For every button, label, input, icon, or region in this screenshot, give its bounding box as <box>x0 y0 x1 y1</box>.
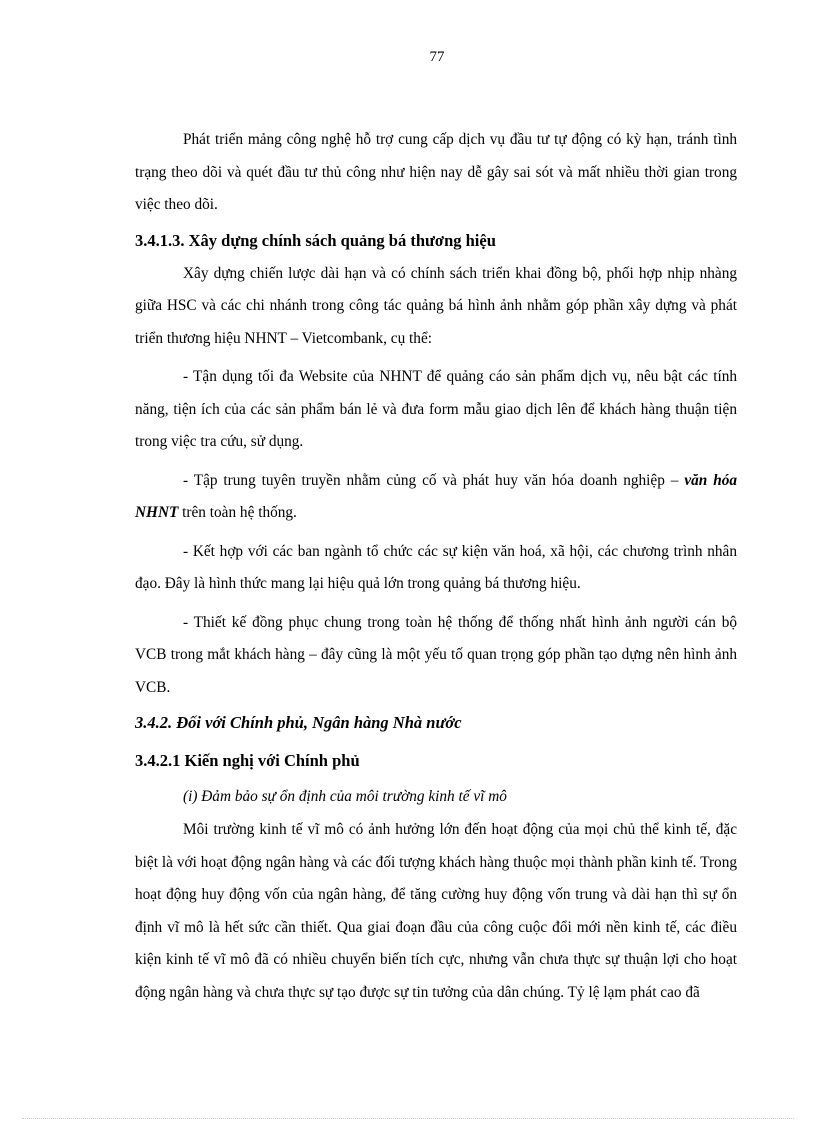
page-bottom-divider <box>22 1118 794 1119</box>
culture-bullet-tail: trên toàn hệ thống. <box>178 504 297 521</box>
culture-bullet-emphasis: văn hóa NHNT <box>135 471 737 521</box>
document-body <box>135 124 737 1009</box>
paragraph-uniform-bullet: - Thiết kế đồng phục chung trong toàn hệ thống để thống nhất hình ảnh người cán bộ VCB trong mắt khách hàng – đây cũng là một yếu tố quan trọng góp phần tạo dựng nên hình ảnh VCB. <box>135 613 737 696</box>
paragraph-culture-bullet <box>135 465 737 530</box>
paragraph-macro-environment: Môi trường kinh tế vĩ mô có ảnh hưởng lớn đến hoạt động của mọi chủ thể kinh tế, đặc biệt là với hoạt động ngân hàng và các đối tượng khách hàng thuộc mọi thành phần kinh tế. Trong hoạt động huy động vốn của ngân hàng, để tăng cường huy động vốn trung và dài hạn thì sự ổn định vĩ mô là hết sức cần thiết. Qua giai đoạn đầu của công cuộc đổi mới nền kinh tế, các điều kiện kinh tế vĩ mô đã có nhiều chuyển biến tích cực, nhưng vẫn chưa thực sự thuận lợi cho hoạt động ngân hàng và chưa thực sự tạo được sự tin tưởng của dân chúng. Tỷ lệ lạm phát cao đã <box>135 821 737 1001</box>
page-number: 77 <box>429 49 445 65</box>
paragraph-events-bullet: - Kết hợp với các ban ngành tổ chức các sự kiện văn hoá, xã hội, các chương trình nhân đạo. Đây là hình thức mang lại hiệu quả lớn trong quảng bá thương hiệu. <box>135 542 737 592</box>
paragraph-brand-strategy: Xây dựng chiến lược dài hạn và có chính sách triển khai đồng bộ, phối hợp nhịp nhàng giữa HSC và các chi nhánh trong công tác quảng bá hình ảnh nhằm góp phần xây dựng và phát triển thương hiệu NHNT – Vietcombank, cụ thể: <box>135 264 737 347</box>
subsection-heading-macro-stability: (i) Đảm bảo sự ổn định của môi trường kinh tế vĩ mô <box>183 788 507 805</box>
section-heading-3-4-2: 3.4.2. Đối với Chính phủ, Ngân hàng Nhà nước <box>135 713 462 732</box>
section-heading-3-4-2-1: 3.4.2.1 Kiến nghị với Chính phủ <box>135 751 360 770</box>
section-heading-3-4-1-3: 3.4.1.3. Xây dựng chính sách quảng bá thương hiệu <box>135 230 496 250</box>
paragraph-website-bullet: - Tận dụng tối đa Website của NHNT để quảng cáo sản phẩm dịch vụ, nêu bật các tính năng, tiện ích của các sản phẩm bán lẻ và đưa form mẫu giao dịch lên để khách hàng thuận tiện trong việc tra cứu, sử dụng. <box>135 368 737 450</box>
culture-bullet-text: - Tập trung tuyên truyền nhằm củng cố và phát huy văn hóa doanh nghiệp – <box>183 471 685 489</box>
paragraph-tech-development: Phát triển mảng công nghệ hỗ trợ cung cấp dịch vụ đầu tư tự động có kỳ hạn, tránh tình trạng theo dõi và quét đầu tư thủ công như hiện nay dễ gây sai sót và mất nhiều thời gian trong việc theo dõi. <box>135 131 737 213</box>
